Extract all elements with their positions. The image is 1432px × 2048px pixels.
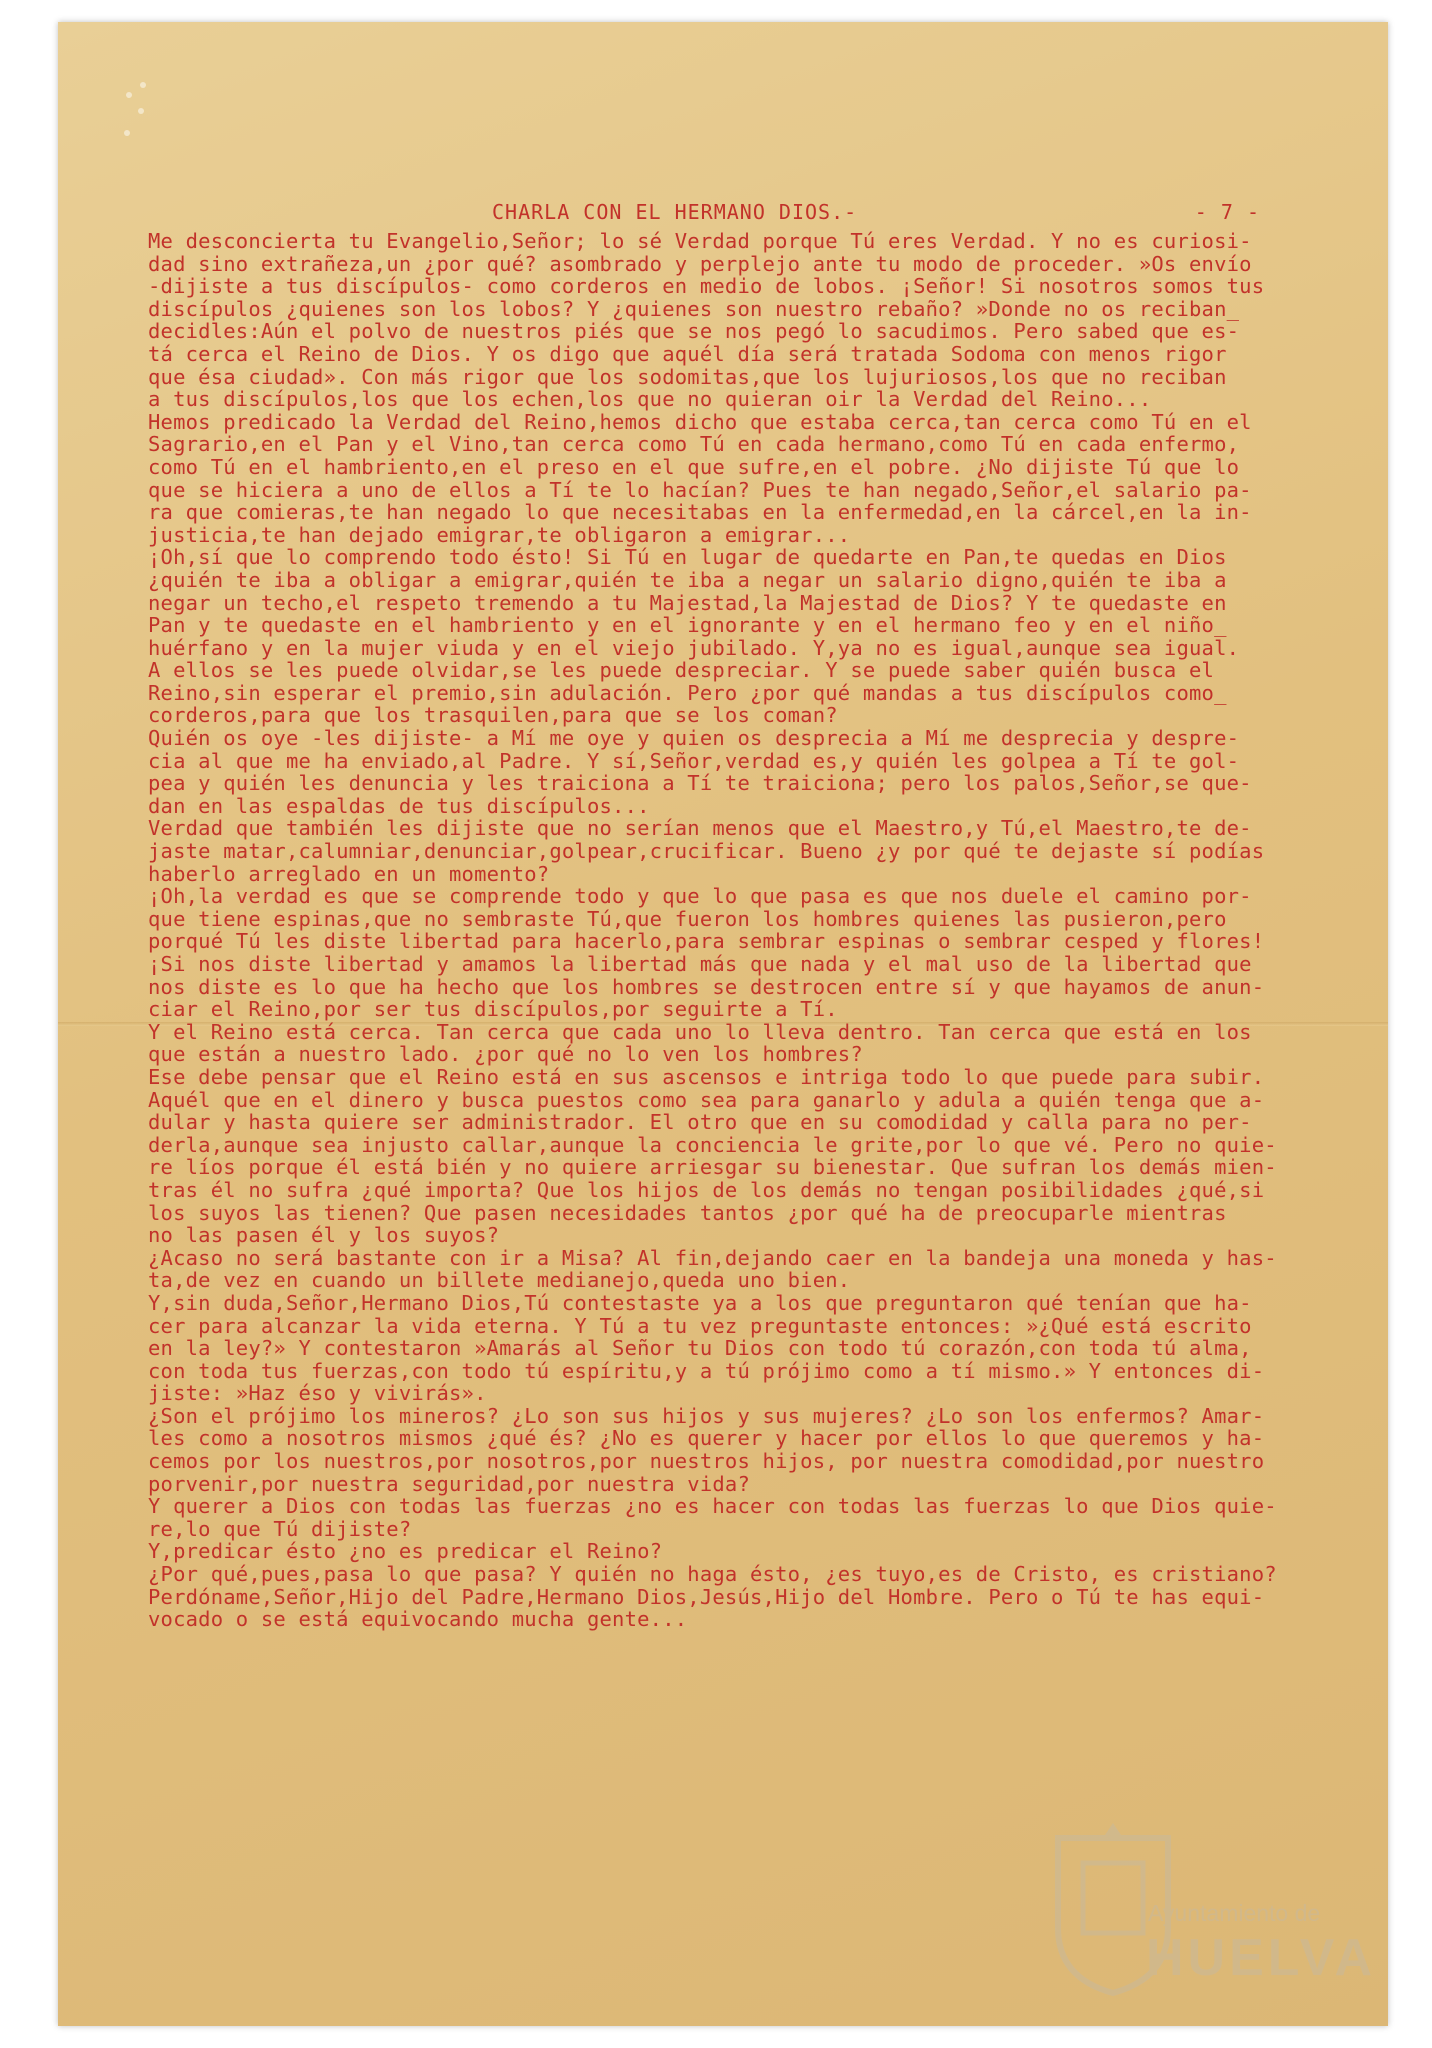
text-line: discípulos ¿quienes son los lobos? Y ¿quienes son nuestro rebaño? »Donde no os reciban_ [148,296,1240,321]
staple-holes [118,72,178,152]
text-line: ¿Por qué,pues,pasa lo que pasa? Y quién no haga ésto, ¿es tuyo,es de Cristo, es cristiano? [148,1562,1277,1587]
text-line: tá cerca el Reino de Dios. Y os digo que aquél día será tratada Sodoma con menos rigor [148,341,1227,366]
text-line: huérfano y en la mujer viuda y en el viejo jubilado. Y,ya no es igual,aunque sea igual. [148,635,1240,660]
text-line: Me desconcierta tu Evangelio,Señor; lo sé Verdad porque Tú eres Verdad. Y no es curiosi- [148,229,1252,253]
text-line: derla,aunque sea injusto callar,aunque la conciencia le grite,por lo que vé. Pero no quie- [148,1132,1277,1157]
text-line: Perdóname,Señor,Hijo del Padre,Hermano Dios,Jesús,Hijo del Hombre. Pero o Tú te has equi- [148,1584,1265,1609]
document-header [60,190,1260,230]
text-line: con toda tus fuerzas,con todo tú espíritu,y a tú prójimo como a tí mismo.» Y entonces di- [148,1358,1265,1383]
document-title: CHARLA CON EL HERMANO DIOS.- [492,200,858,224]
text-line: cer para alcanzar la vida eterna. Y Tú a tu vez preguntaste entonces: »¿Qué está escrito [148,1313,1252,1338]
text-line: porvenir,por nuestra seguridad,por nuestra vida? [148,1471,751,1496]
text-line: ¡Oh,sí que lo comprendo todo ésto! Si Tú en lugar de quedarte en Pan,te quedas en Dios [148,545,1227,570]
text-line: les como a nosotros mismos ¿qué és? ¿No es querer y hacer por ellos lo que queremos y ha- [148,1426,1265,1451]
text-line: ciar el Reino,por ser tus discípulos,por seguirte a Tí. [148,997,838,1022]
text-line: decidles:Aún el polvo de nuestros piés que se nos pegó lo sacudimos. Pero sabed que es- [148,319,1240,344]
text-line: justicia,te han dejado emigrar,te obligaron a emigrar... [148,522,851,547]
text-line: corderos,para que los trasquilen,para que se los coman? [148,703,838,728]
text-line: Pan y te quedaste en el hambriento y en el ignorante y en el hermano feo y en el niño_ [148,613,1227,638]
text-line: Y,sin duda,Señor,Hermano Dios,Tú contestaste ya a los que preguntaron qué tenían que ha- [148,1290,1252,1315]
text-line: Y querer a Dios con todas las fuerzas ¿no es hacer con todas las fuerzas lo que Dios quie- [148,1494,1277,1519]
text-line: jiste: »Haz éso y vivirás». [148,1381,487,1406]
text-line: A ellos se les puede olvidar,se les puede despreciar. Y se puede saber quién busca el [148,658,1215,683]
text-line: dular y hasta quiere ser administrador. El otro que en su comodidad y calla para no per- [148,1110,1252,1135]
text-line: haberlo arreglado en un momento? [148,861,550,886]
text-line: ¿quién te iba a obligar a emigrar,quién te iba a negar un salario digno,quién te iba a [148,567,1227,592]
text-line: los suyos las tienen? Que pasen necesidades tantos ¿por qué ha de preocuparle mientras [148,1200,1227,1225]
text-line: dad sino extrañeza,un ¿por qué? asombrado y perplejo ante tu modo de proceder. »Os envío [148,251,1252,276]
text-line: tras él no sufra ¿qué importa? Que los hijos de los demás no tengan posibilidades ¿qué,si [148,1177,1265,1202]
text-line: ¿Son el prójimo los mineros? ¿Lo son sus hijos y sus mujeres? ¿Lo son los enfermos? Amar- [148,1403,1265,1428]
text-line: que están a nuestro lado. ¿por qué no lo ven los hombres? [148,1042,863,1067]
typed-body-text [148,230,1338,1930]
text-line: que ésa ciudad». Con más rigor que los sodomitas,que los lujuriosos,los que no reciban [148,364,1227,389]
text-line: ¡Oh,la verdad es que se comprende todo y que lo que pasa es que nos duele el camino por- [148,884,1252,909]
text-line: no las pasen él y los suyos? [148,1223,500,1248]
watermark-line-1: Ayuntamiento de [1148,1900,1321,1926]
text-line: en la ley?» Y contestaron »Amarás al Señor tu Dios con todo tú corazón,con toda tú alma, [148,1336,1252,1361]
text-line: nos diste es lo que ha hecho que los hombres se destrocen entre sí y que hayamos de anun- [148,974,1265,999]
text-line: Y,predicar ésto ¿no es predicar el Reino? [148,1539,663,1564]
text-line: que tiene espinas,que no sembraste Tú,que fueron los hombres quienes las pusieron,pero [148,906,1227,931]
text-line: -dijiste a tus discípulos- como corderos en medio de lobos. ¡Señor! Si nosotros somos tus [148,274,1265,299]
text-line: Y el Reino está cerca. Tan cerca que cada uno lo lleva dentro. Tan cerca que está en los [148,1019,1252,1044]
text-line: cemos por los nuestros,por nosotros,por nuestros hijos, por nuestra comodidad,por nuestro [148,1449,1265,1474]
page-number: - 7 - [1194,200,1260,224]
text-line: negar un techo,el respeto tremendo a tu Majestad,la Majestad de Dios? Y te quedaste en [148,590,1227,615]
text-line: Reino,sin esperar el premio,sin adulación. Pero ¿por qué mandas a tus discípulos como_ [148,680,1227,705]
text-line: ¿Acaso no será bastante con ir a Misa? Al fin,dejando caer en la bandeja una moneda y has- [148,1245,1277,1270]
text-line: pea y quién les denuncia y les traiciona a Tí te traiciona; pero los palos,Señor,se que- [148,771,1252,796]
text-line: porqué Tú les diste libertad para hacerlo,para sembrar espinas o sembrar cesped y flores! [148,929,1265,954]
text-line: ¡Si nos diste libertad y amamos la libertad más que nada y el mal uso de la libertad que [148,952,1252,976]
municipal-watermark [1030,1800,1377,2010]
text-line: re,lo que Tú dijiste? [148,1516,412,1541]
text-line: vocado o se está equivocando mucha gente... [148,1607,688,1632]
text-line: que se hiciera a uno de ellos a Tí te lo hacían? Pues te han negado,Señor,el salario pa- [148,477,1252,502]
text-line: Quién os oye -les dijiste- a Mí me oye y quien os desprecia a Mí me desprecia y despre- [148,726,1240,751]
text-line: Ese debe pensar que el Reino está en sus ascensos e intriga todo lo que puede para subir. [148,1064,1265,1089]
text-line: ra que comieras,te han negado lo que necesitabas en la enfermedad,en la cárcel,en la in- [148,500,1252,525]
text-line: a tus discípulos,los que los echen,los que no quieran oir la Verdad del Reino... [148,387,1152,412]
text-line: dan en las espaldas de tus discípulos... [148,793,650,818]
text-line: re líos porque él está bién y no quiere arriesgar su bienestar. Que sufran los demás mien- [148,1155,1277,1180]
text-line: como Tú en el hambriento,en el preso en el que sufre,en el pobre. ¿No dijiste Tú que lo [148,454,1240,479]
watermark-line-2: HUELVA [1146,1929,1377,1987]
text-line: Sagrario,en el Pan y el Vino,tan cerca como Tú en cada hermano,como Tú en cada enfermo, [148,432,1240,457]
text-line: jaste matar,calumniar,denunciar,golpear,crucificar. Bueno ¿y por qué te dejaste sí podías [148,839,1265,864]
text-line: Verdad que también les dijiste que no serían menos que el Maestro,y Tú,el Maestro,te de- [148,816,1252,841]
text-line: ta,de vez en cuando un billete medianejo,queda uno bien. [148,1268,851,1293]
text-line: Hemos predicado la Verdad del Reino,hemos dicho que estaba cerca,tan cerca como Tú en el [148,409,1252,434]
text-line: Aquél que en el dinero y busca puestos como sea para ganarlo y adula a quién tenga que a- [148,1087,1265,1112]
text-line: cia al que me ha enviado,al Padre. Y sí,Señor,verdad es,y quién les golpea a Tí te gol- [148,748,1240,773]
